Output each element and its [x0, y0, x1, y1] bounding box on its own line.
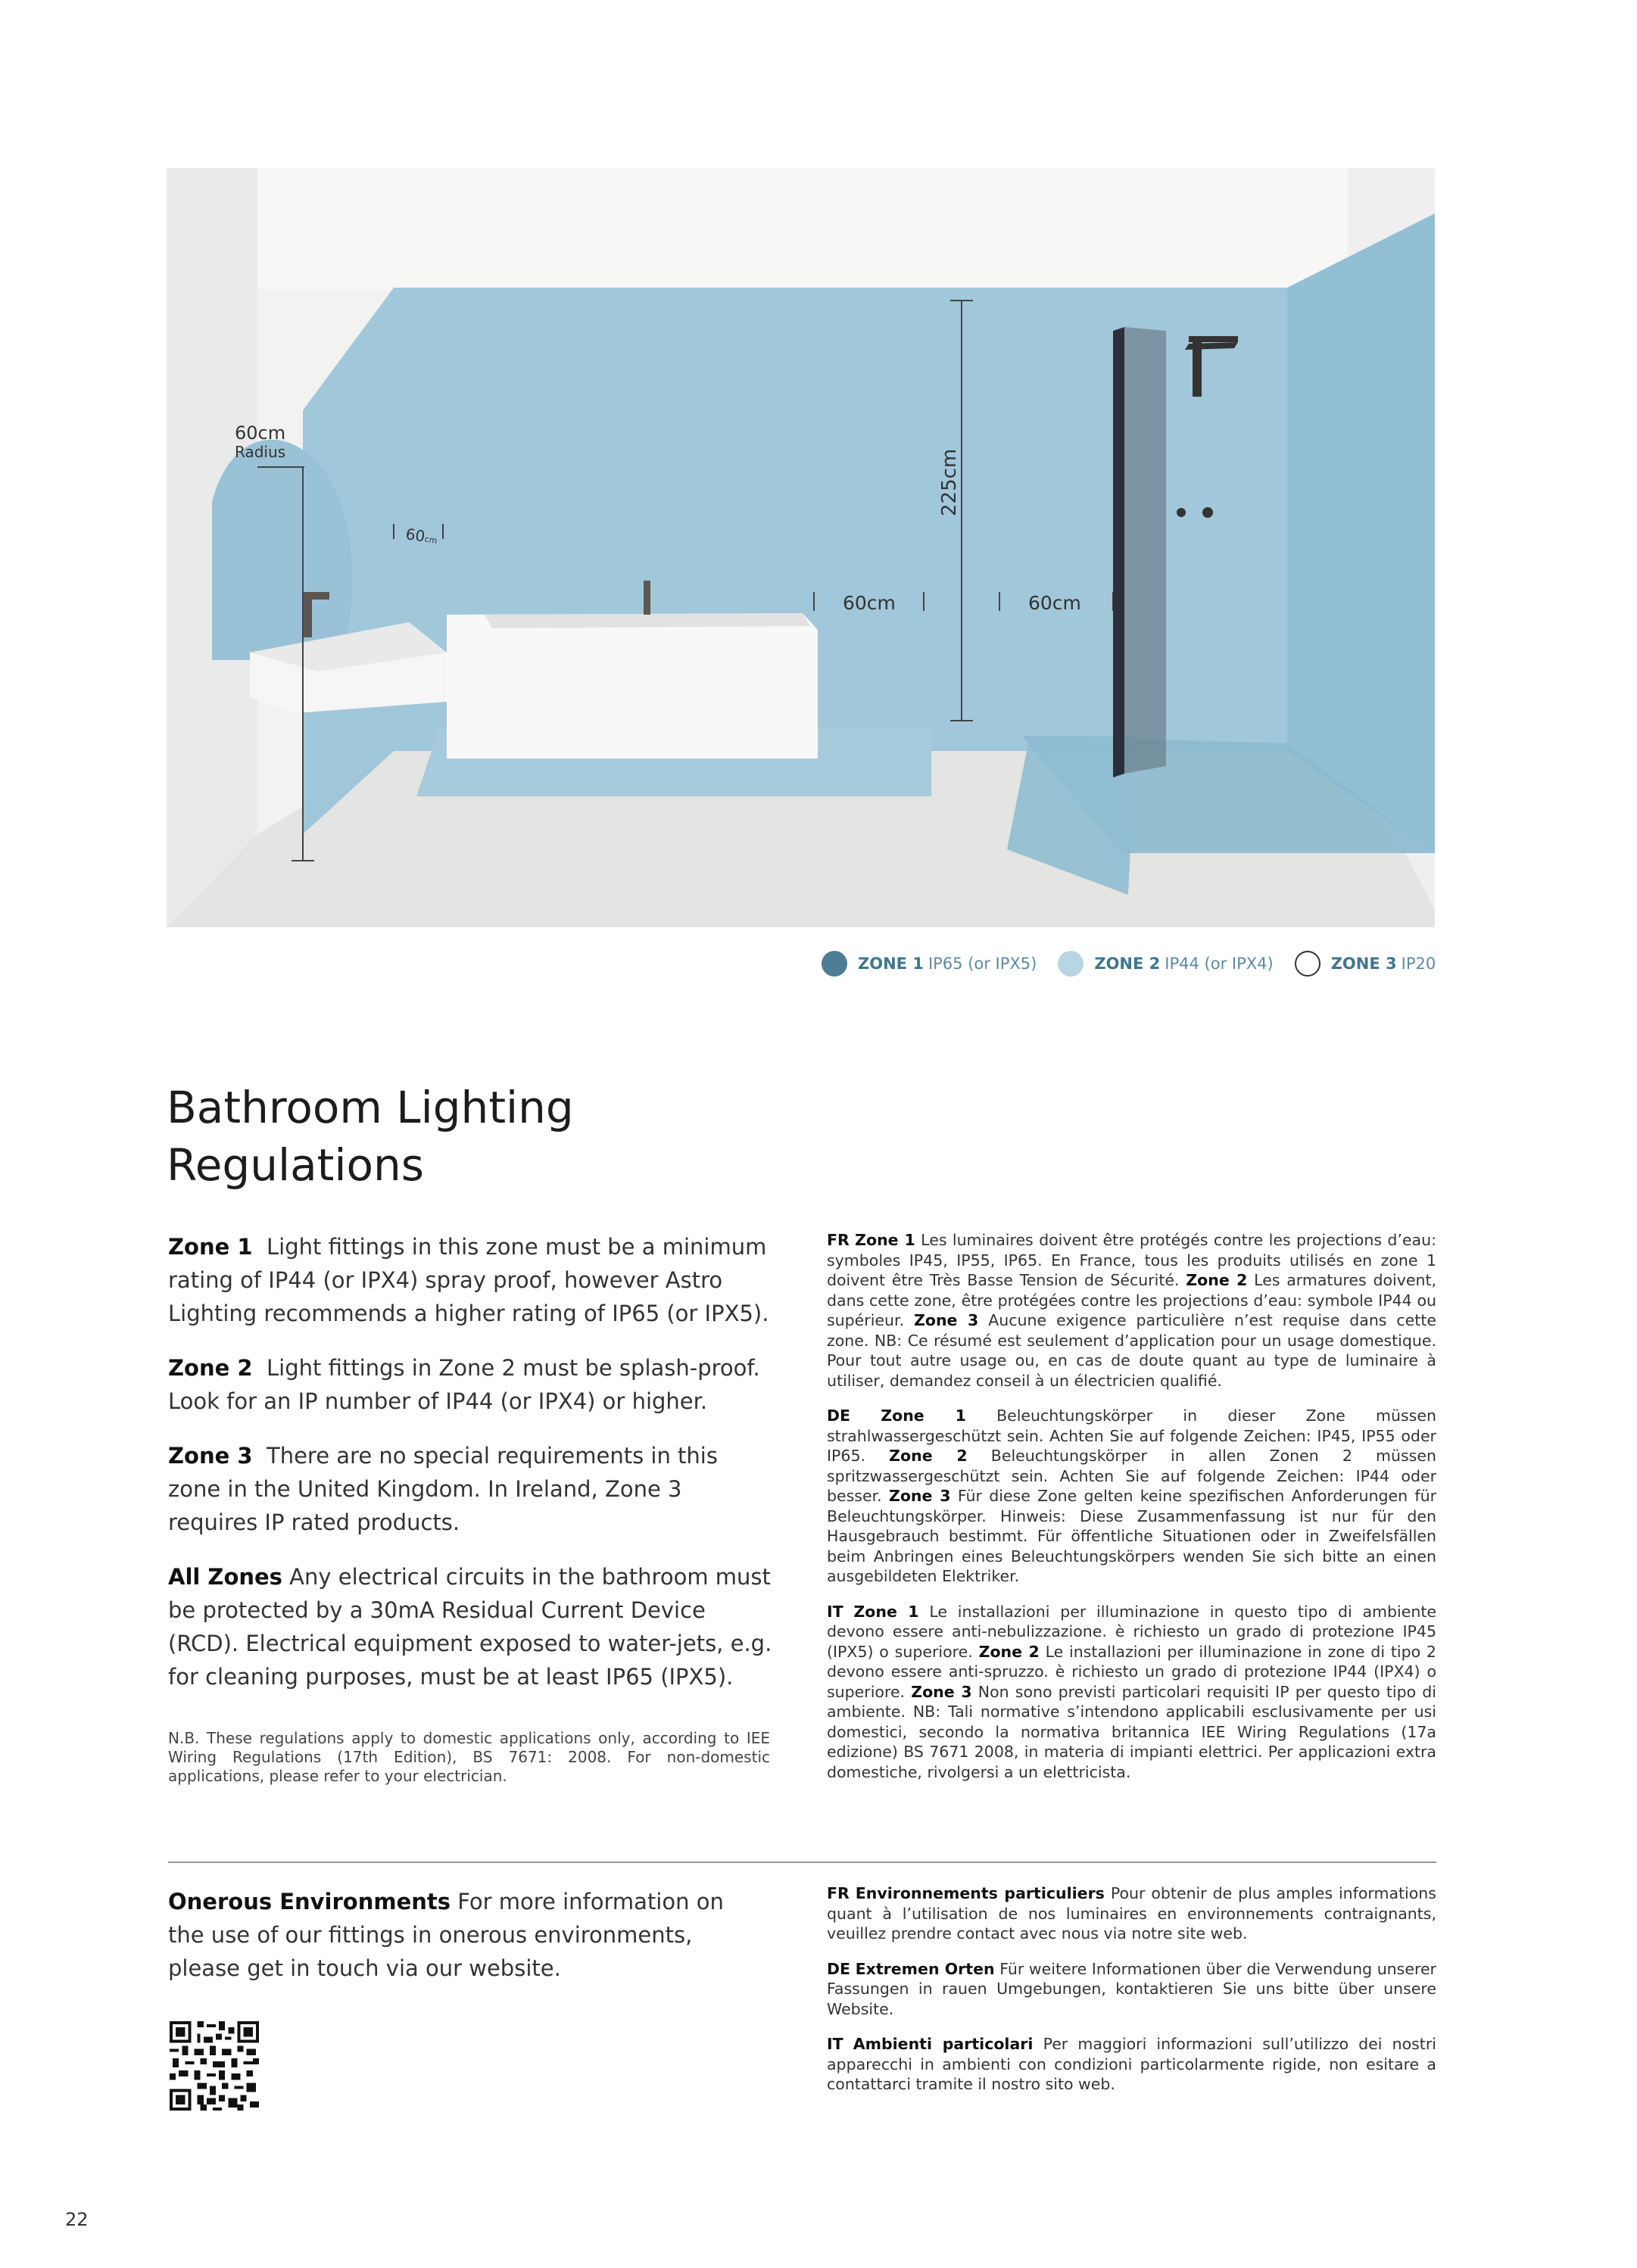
zone-2-dot-icon — [1058, 951, 1084, 977]
section-divider — [168, 1861, 1436, 1863]
de-regulations: DE Zone 1 Beleuchtungskörper in dieser Zone müssen strahlwassergeschützt sein. Achten Sie auf folgende Zeichen: IP45, IP55 oder IP65. Zone 2 Beleuchtungskörper in allen Zonen 2 müssen spritzwassergeschützt sein. Achten Sie auf folgende Zeichen: IP44 oder besser. Zone 3 Für diese Zone gelten keine spezifischen Anforderungen für Beleuchtungskörper. Hinweis: Diese Zusammenfassung ist nur für den Hausgebrauch bestimmt. Für öffentliche Situationen oder in Zweifelsfällen beim Anbringen eines Beleuchtungskörpers wenden Sie sich bitte an einen ausgebildeten Elektriker. — [827, 1407, 1436, 1585]
shower-gap-label: 60cm — [1028, 592, 1081, 614]
bathroom-zones-illustration — [167, 168, 1435, 927]
translated-regulations — [827, 1230, 1436, 1797]
bath-gap-label: 60cm — [843, 592, 896, 614]
english-regulations — [168, 1230, 774, 1715]
height-label: 225cm — [938, 448, 961, 516]
en-zone-3: Zone 3 There are no special requirements in this zone in the United Kingdom. In Ireland, Zone 3 requires IP rated products. — [168, 1443, 718, 1535]
basin-side-label: 60cm — [404, 525, 438, 546]
onerous-fr: FR Environnements particuliers Pour obtenir de plus amples informations quant à l’utilisation de nos luminaires en environnements contraignants, veuillez prendre contact avec nous via notre site web. — [827, 1884, 1436, 1942]
onerous-en-text: Onerous Environments For more information on the use of our fittings in onerous environments, please get in touch via our website. — [168, 1889, 724, 1981]
page-title: Bathroom Lighting Regulations — [167, 1082, 574, 1191]
legend-zone-3-name: ZONE 3 — [1330, 955, 1397, 973]
legend-zone-1-rating: IP65 (or IPX5) — [928, 955, 1037, 973]
fr-regulations: FR Zone 1 Les luminaires doivent être protégés contre les projections d’eau: symboles IP45, IP55, IP65. En France, tous les produits utilisés en zone 1 doivent être Très Basse Tension de Sécurité. Zone 2 Les armatures doivent, dans cette zone, être protégées contre les projections d’eau: symbole IP44 ou supérieur. Zone 3 Aucune exigence particulière n’est requise dans cette zone. NB: Ce résumé est seulement d’application pour un usage domestique. Pour tout autre usage ou, en cas de doute quant au type de luminaire à utiliser, demandez conseil à un électricien qualifié. — [827, 1231, 1436, 1390]
legend-zone-3 — [1295, 951, 1436, 977]
legend-zone-2-name: ZONE 2 — [1094, 955, 1161, 973]
legend-zone-1-name: ZONE 1 — [858, 955, 924, 973]
legend-zone-1 — [822, 951, 1037, 977]
zone-1-dot-icon — [822, 951, 847, 977]
radius-word-label: Radius — [235, 443, 286, 461]
legend-zone-2 — [1058, 951, 1273, 977]
zone-legend — [822, 949, 1457, 979]
radius-value-label: 60cm — [235, 422, 286, 444]
onerous-de: DE Extremen Orten Für weitere Informationen über die Verwendung unserer Fassungen in rauen Umgebungen, kontaktieren Sie uns bitte über unsere Website. — [827, 1959, 1436, 2018]
onerous-translations — [827, 1883, 1436, 2110]
nb-note: N.B. These regulations apply to domestic applications only, according to IEE Wiring Regulations (17th Edition), BS 7671: 2008. For non-domestic applications, please refer to your electrician. — [168, 1729, 770, 1785]
it-regulations: IT Zone 1 Le installazioni per illuminazione in questo tipo di ambiente devono essere anti-nebulizzazione. è richiesto un grado di protezione IP45 (IPX5) o superiore. Zone 2 Le installazioni per illuminazione in zone di tipo 2 devono essere anti-spruzzo. è richiesto un grado di protezione IP44 (IPX4) o superiore. Zone 3 Non sono previsti particolari requisiti IP per questo tipo di ambiente. NB: Tali normative s’intendono applicabili esclusivamente per usi domestici, secondo la normativa britannica IEE Wiring Regulations (17a edizione) BS 7671 2008, in materia di impianti elettrici. Per applicazioni extra domestiche, rivolgersi a un elettricista. — [827, 1602, 1436, 1781]
legend-zone-2-rating: IP44 (or IPX4) — [1165, 955, 1274, 973]
qr-code-icon[interactable] — [170, 2021, 259, 2111]
zone-3-dot-icon — [1295, 951, 1321, 977]
page-number: 22 — [65, 2209, 89, 2230]
onerous-it: IT Ambienti particolari Per maggiori informazioni sull’utilizzo dei nostri apparecchi in ambienti con condizioni particolarmente rigide, non esitare a contattarci tramite il nostro sito web. — [827, 2035, 1436, 2093]
legend-zone-3-rating: IP20 — [1401, 955, 1436, 973]
en-zone-1: Zone 1 Light fittings in this zone must be a minimum rating of IP44 (or IPX4) spray proof, however Astro Lighting recommends a higher rating of IP65 (or IPX5). — [168, 1234, 769, 1326]
en-zone-2: Zone 2 Light fittings in Zone 2 must be splash-proof. Look for an IP number of IP44 (or IPX4) or higher. — [168, 1355, 760, 1414]
onerous-en — [168, 1885, 759, 2006]
en-all-zones: All Zones Any electrical circuits in the bathroom must be protected by a 30mA Residual Current Device (RCD). Electrical equipment exposed to water-jets, e.g. for cleaning purposes, must be at least IP65 (IPX5). — [168, 1564, 772, 1690]
